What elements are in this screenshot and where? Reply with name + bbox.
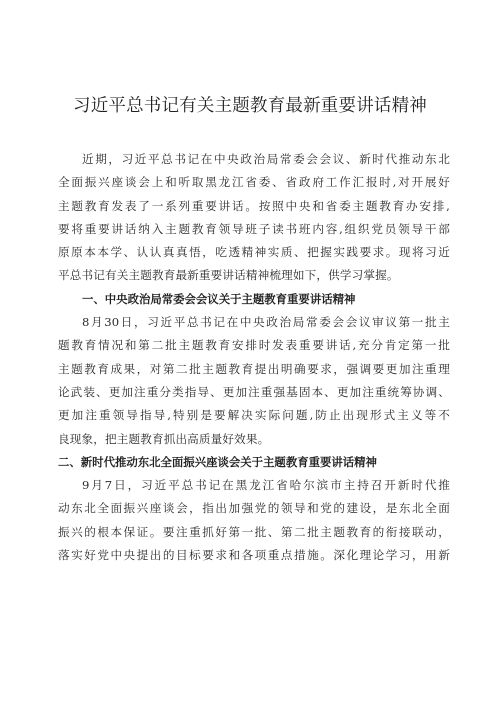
paragraph-line: 9月7日，习近平总书记在黑龙江省哈尔滨市主持召开新时代推 xyxy=(82,478,450,493)
paragraph-line: 近期，习近平总书记在中央政治局常委会会议、新时代推动东北 xyxy=(82,152,450,166)
document-title: 习近平总书记有关主题教育最新重要讲话精神 xyxy=(73,96,427,116)
section-heading-1: 一、中央政治局常委会会议关于主题教育重要讲话精神 xyxy=(82,291,356,306)
paragraph-line: 更加注重领导指导,特别是要解决实际问题,防止出现形式主义等不 xyxy=(58,408,450,423)
paragraph-line: 论武装、更加注重分类指导、更加注重强基固本、更加注重统筹协调、 xyxy=(58,384,450,399)
document-body xyxy=(58,148,450,567)
paragraph-line: 落实好党中央提出的目标要求和各项重点措施。深化理论学习，用新 xyxy=(58,548,450,563)
paragraph-line: 动东北全面振兴座谈会，指出加强党的领导和党的建设，是东北全面 xyxy=(58,501,450,516)
paragraph-line: 平总书记有关主题教育最新重要讲话精神梳理如下，供学习掌握。 xyxy=(58,268,399,283)
paragraph-line: 主题教育成果，对第二批主题教育提出明确要求，强调要更加注重理 xyxy=(58,361,450,376)
paragraph-line: 全面振兴座谈会上和听取黑龙江省委、省政府工作汇报时,对开展好 xyxy=(58,175,450,190)
paragraph-line: 题教育情况和第二批主题教育安排时发表重要讲话,充分肯定第一批 xyxy=(58,338,450,353)
paragraph-line: 主题教育发表了一系列重要讲话。按照中央和省委主题教育办安排, xyxy=(58,198,450,213)
section-heading-2: 二、新时代推动东北全面振兴座谈会关于主题教育重要讲话精神 xyxy=(58,454,377,469)
paragraph-line: 要将重要讲话纳入主题教育领导班子读书班内容,组织党员领导干部 xyxy=(58,221,450,236)
paragraph-line: 8月30日，习近平总书记在中央政治局常委会会议审议第一批主 xyxy=(82,315,450,330)
paragraph-line: 振兴的根本保证。要注重抓好第一批、第二批主题教育的衔接联动， xyxy=(58,524,450,539)
paragraph-line: 原原本本学、认认真真悟，吃透精神实质、把握实践要求。现将习近 xyxy=(58,245,450,260)
paragraph-line: 良现象，把主题教育抓出高质量好效果。 xyxy=(58,431,270,446)
